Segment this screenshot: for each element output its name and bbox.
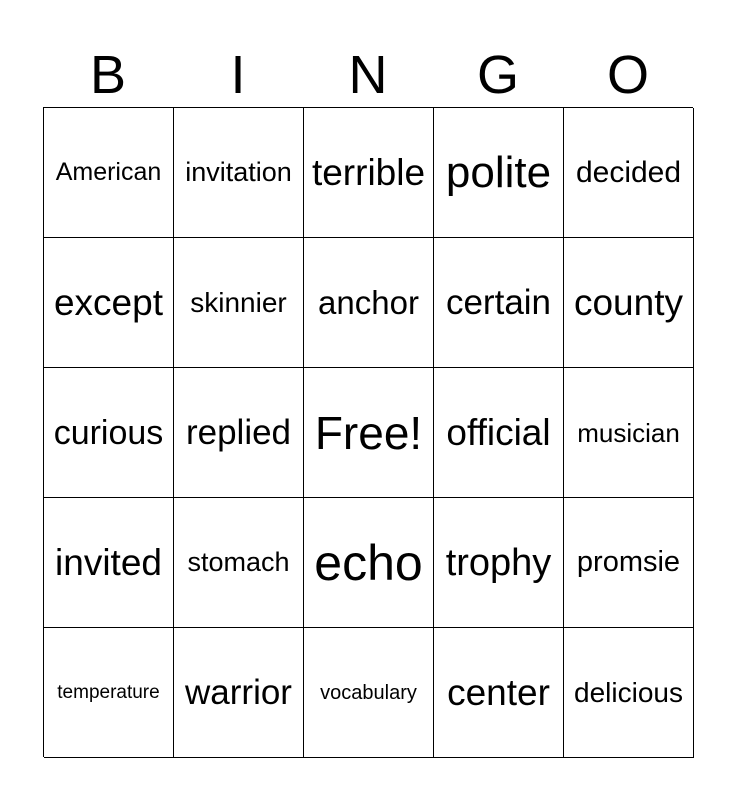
free-space: Free! [304, 368, 434, 498]
bingo-cell: decided [564, 108, 694, 238]
bingo-cell: center [434, 628, 564, 758]
bingo-cell: stomach [174, 498, 304, 628]
bingo-cell: replied [174, 368, 304, 498]
bingo-cell: invited [44, 498, 174, 628]
header-letter-o: O [606, 45, 649, 105]
bingo-cell: curious [44, 368, 174, 498]
bingo-cell: county [564, 238, 694, 368]
bingo-header [43, 44, 693, 106]
bingo-cell: vocabulary [304, 628, 434, 758]
bingo-cell: trophy [434, 498, 564, 628]
header-letter-n: N [348, 45, 388, 105]
bingo-cell: except [44, 238, 174, 368]
bingo-cell: delicious [564, 628, 694, 758]
bingo-cell: warrior [174, 628, 304, 758]
bingo-cell: anchor [304, 238, 434, 368]
bingo-cell: musician [564, 368, 694, 498]
bingo-cell: terrible [304, 108, 434, 238]
bingo-cell: promsie [564, 498, 694, 628]
bingo-cell: American [44, 108, 174, 238]
bingo-cell: official [434, 368, 564, 498]
bingo-cell: echo [304, 498, 434, 628]
header-letter-g: G [476, 45, 519, 105]
bingo-cell: temperature [44, 628, 174, 758]
header-letter-i: I [230, 45, 246, 105]
header-letter-b: B [89, 45, 127, 105]
bingo-cell: polite [434, 108, 564, 238]
bingo-cell: certain [434, 238, 564, 368]
bingo-card [43, 107, 693, 757]
bingo-cell: invitation [174, 108, 304, 238]
bingo-cell: skinnier [174, 238, 304, 368]
